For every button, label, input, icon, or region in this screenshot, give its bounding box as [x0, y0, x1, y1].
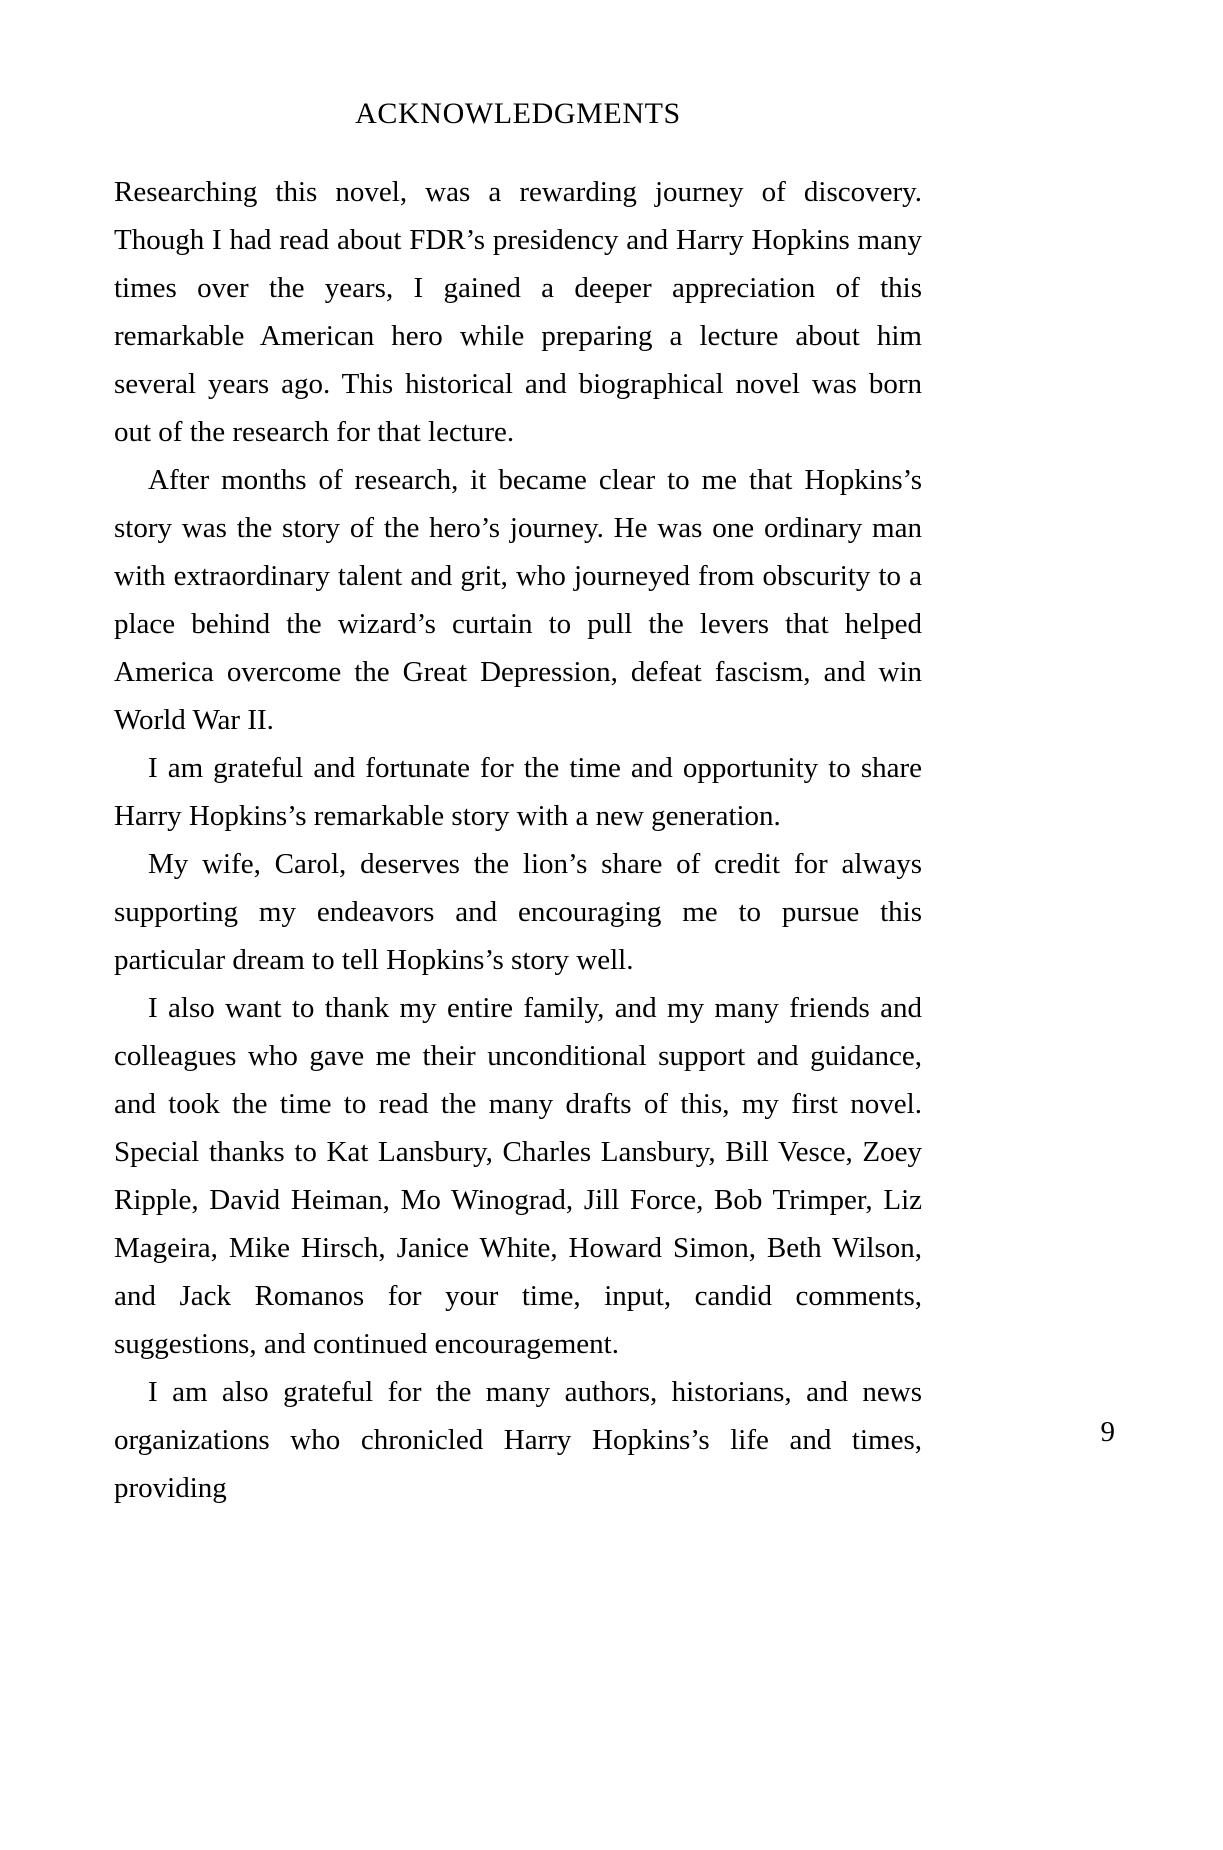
- body-text-block: [114, 168, 922, 1512]
- page-content: [114, 96, 922, 1512]
- paragraph-4: My wife, Carol, deserves the lion’s share of credit for always supporting my endeavors and encouraging me to pursue this particular dream to tell Hopkins’s story well.: [114, 848, 922, 976]
- page-number: 9: [1100, 1416, 1115, 1448]
- page-title: ACKNOWLEDGMENTS: [355, 97, 681, 130]
- paragraph-1: Researching this novel, was a rewarding journey of discovery. Though I had read about FDR’s presidency and Harry Hopkins many times over the years, I gained a deeper appreciation of this remarkable American hero while preparing a lecture about him several years ago. This historical and biographical novel was born out of the research for that lecture.: [114, 176, 922, 448]
- paragraph-6: I am also grateful for the many authors, historians, and news organizations who chronicled Harry Hopkins’s life and times, providing: [114, 1376, 922, 1504]
- paragraph-2: After months of research, it became clear to me that Hopkins’s story was the story of the hero’s journey. He was one ordinary man with extraordinary talent and grit, who journeyed from obscurity to a place behind the wizard’s curtain to pull the levers that helped America overcome the Great Depression, defeat fascism, and win World War II.: [114, 464, 922, 736]
- paragraph-3: I am grateful and fortunate for the time and opportunity to share Harry Hopkins’s remarkable story with a new generation.: [114, 752, 922, 832]
- paragraph-5: I also want to thank my entire family, and my many friends and colleagues who gave me their unconditional support and guidance, and took the time to read the many drafts of this, my first novel. Special thanks to Kat Lansbury, Charles Lansbury, Bill Vesce, Zoey Ripple, David Heiman, Mo Winograd, Jill Force, Bob Trimper, Liz Mageira, Mike Hirsch, Janice White, Howard Simon, Beth Wilson, and Jack Romanos for your time, input, candid comments, suggestions, and continued encouragement.: [114, 992, 922, 1360]
